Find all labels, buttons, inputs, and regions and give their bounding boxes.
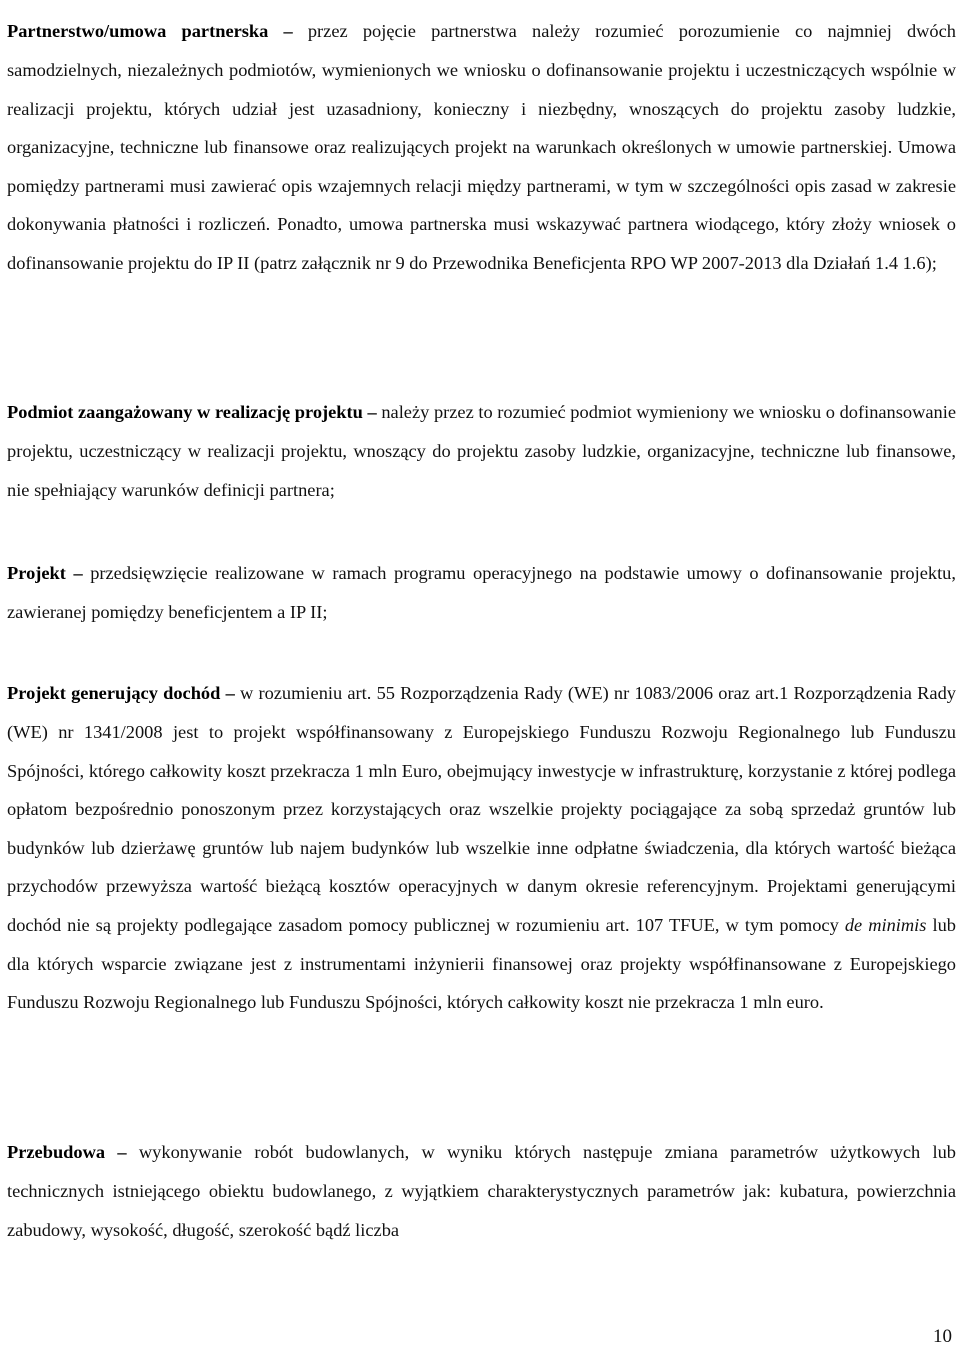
page-number: 10 <box>933 1326 952 1347</box>
definition-text: przez pojęcie partnerstwa należy rozumieć porozumienie co najmniej dwóch samodzielnych, niezależnych podmiotów, wymienionych we wniosku o dofinansowanie projektu i uczestniczących wspólnie w realizacji projektu, których udział jest uzasadniony, konieczny i niezbędny, wnoszących do projektu zasoby ludzkie, organizacyjne, techniczne lub finansowe oraz realizujących projekt na warunkach określonych w umowie partnerskiej. Umowa pomiędzy partnerami musi zawierać opis wzajemnych relacji między partnerami, w tym w szczególności opis zasad w zakresie dokonywania płatności i rozliczeń. Ponadto, umowa partnerska musi wskazywać partnera wiodącego, który złoży wniosek o dofinansowanie projektu do IP II (patrz załącznik nr 9 do Przewodnika Beneficjenta RPO WP 2007-2013 dla Działań 1.4 1.6); <box>7 21 956 273</box>
definition-term: Projekt <box>7 563 66 584</box>
definition-podmiot-zaangazowany <box>7 393 956 509</box>
definition-term: Projekt generujący dochód <box>7 683 221 704</box>
definition-term: Podmiot zaangażowany w realizację projektu <box>7 402 363 423</box>
definition-dash: – <box>225 683 235 704</box>
definition-term: Partnerstwo/umowa partnerska <box>7 21 269 42</box>
definition-dash: – <box>117 1142 127 1163</box>
definition-term: Przebudowa <box>7 1142 106 1163</box>
definition-projekt-generujacy-dochod <box>7 674 956 1021</box>
definition-text: w rozumieniu art. 55 Rozporządzenia Rady (WE) nr 1083/2006 oraz art.1 Rozporządzenia Rady (WE) nr 1341/2008 jest to projekt współfinansowany z Europejskiego Funduszu Rozwoju Regionalnego lub Funduszu Spójności, którego całkowity koszt przekracza 1 mln Euro, obejmujący inwestycje w infrastrukturę, korzystanie z której podlega opłatom bezpośrednio ponoszonym przez korzystających oraz wszelkie projekty pociągające za sobą sprzedaż gruntów lub budynków lub dzierżawę gruntów lub najem budynków lub wszelkie inne odpłatne świadczenia, dla których wartość bieżąca przychodów przewyższa wartość bieżącą kosztów operacyjnych w danym okresie referencyjnym. Projektami generującymi dochód nie są projekty podlegające zasadom pomocy publicznej w rozumieniu art. 107 TFUE, w tym pomocy <box>7 683 956 935</box>
document-page <box>7 0 956 1352</box>
definition-text: przedsięwzięcie realizowane w ramach programu operacyjnego na podstawie umowy o dofinansowanie projektu, zawieranej pomiędzy beneficjentem a IP II; <box>7 563 956 622</box>
definition-dash: – <box>73 563 83 584</box>
definition-dash: – <box>283 21 293 42</box>
definition-text: wykonywanie robót budowlanych, w wyniku których następuje zmiana parametrów użytkowych lub technicznych istniejącego obiektu budowlanego, z wyjątkiem charakterystycznych parametrów jak: kubatura, powierzchnia zabudowy, wysokość, długość, szerokość bądź liczba <box>7 1142 956 1240</box>
definition-text-continued: lub dla których wsparcie związane jest z instrumentami inżynierii finansowej oraz projekty współfinansowane z Europejskiego Funduszu Rozwoju Regionalnego lub Funduszu Spójności, których całkowity koszt nie przekracza 1 mln euro. <box>7 914 956 1013</box>
definition-italic-text: de minimis <box>844 914 927 935</box>
definition-przebudowa <box>7 1133 956 1249</box>
definition-text: należy przez to rozumieć podmiot wymieniony we wniosku o dofinansowanie projektu, uczestniczący w realizacji projektu, wnoszący do projektu zasoby ludzkie, organizacyjne, techniczne lub finansowe, nie spełniający warunków definicji partnera; <box>7 402 957 500</box>
definition-dash: – <box>367 402 377 423</box>
definition-projekt <box>7 554 956 631</box>
definition-partnerstwo <box>7 12 956 282</box>
